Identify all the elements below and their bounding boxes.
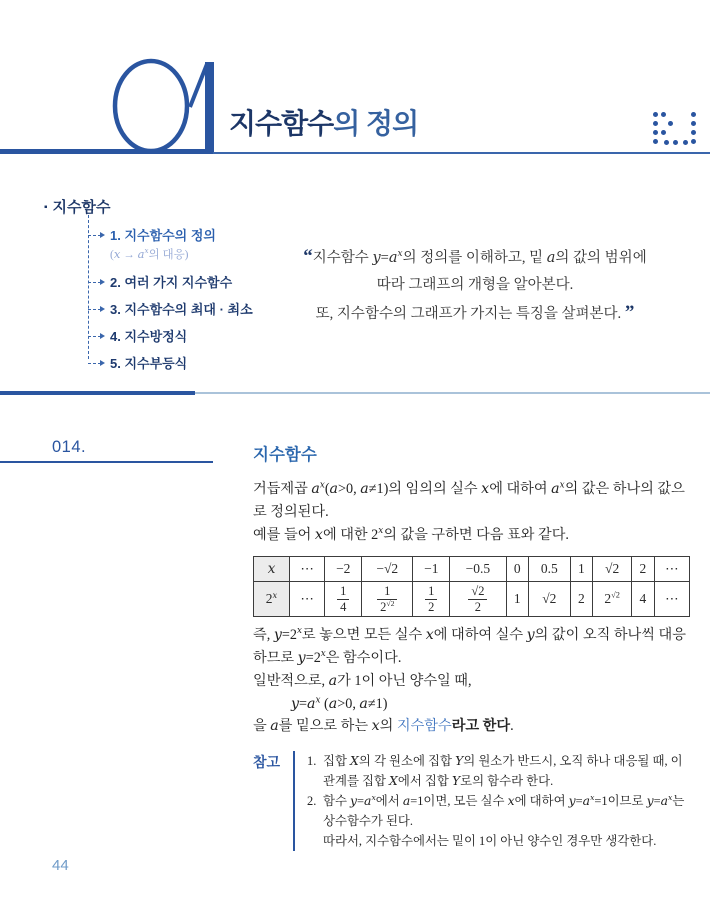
table-cell-y: 2 [570,582,592,617]
toc-item-label: 2. 여러 가지 지수함수 [110,275,233,290]
page-title-strong: 지수함수 [229,108,334,139]
table-header-x: x [254,557,290,582]
toc-item [88,328,278,345]
quote-line: “지수함수 $y=a^x$의 정의를 이해하고, 밑 a의 값의 범위에 [303,246,647,267]
note-item-text: 집합 X의 각 원소에 집합 Y의 원소가 반드시, 오직 하나 대응될 때, 이 관계를 집합 X에서 집합 Y로의 함수라 한다. [323,753,683,788]
section-divider-rule [195,392,710,394]
table-cell-y: 4 [632,582,654,617]
table-cell-x: −2 [325,557,362,582]
table-cell-x: ⋯ [290,557,325,582]
table-cell-x: 1 [570,557,592,582]
table-header-y: 2$^x$ [254,582,290,617]
toc-root [44,196,111,217]
toc-tree [88,227,278,382]
toc-item [88,355,278,372]
note-body [293,751,690,851]
section-number-underline [0,461,213,463]
table-cell-x: −√2 [362,557,413,582]
table-cell-x: 0.5 [528,557,570,582]
note-item-text: 함수 $y=a^x$에서 a=1이면, 모든 실수 x에 대하여 $y=a^x=1$이므로 $y=a^x$는 상수함수가 된다. 따라서, 지수함수에서는 밑이 1이 아닌 양수인 경우만 생각한다. [323,792,685,848]
section-number: 014. [52,438,87,456]
note-item-number: 2. [307,794,317,808]
table-cell-y: √2 [528,582,570,617]
table-cell-y: $\frac{1}{4}$ [325,582,362,617]
toc-item [88,227,278,264]
toc-item [88,301,278,318]
table-cell-x: −1 [413,557,450,582]
table-cell-x: −0.5 [450,557,506,582]
toc-item-subnote: ($x \to a^x$의 대응) [110,246,189,261]
paragraph-function-explanation: 즉, $y=2^x$로 놓으면 모든 실수 x에 대하여 실수 y의 값이 오직 하나씩 대응하므로 $y=2^x$은 함수이다. [253,626,686,666]
page-title [229,102,418,142]
table-cell-y: $2^{√2}$ [593,582,632,617]
table-cell-x: 0 [506,557,528,582]
note-item [307,791,690,851]
table-cell-y: ⋯ [290,582,325,617]
toc-item-label: 5. 지수부등식 [110,356,188,371]
table-row-y [254,582,690,617]
paragraph-general-case: 일반적으로, a가 1이 아닌 양수일 때, [253,673,472,689]
toc-item [88,274,278,291]
toc-item-label: 3. 지수함수의 최대 · 최소 [110,302,253,317]
table-cell-y: $\frac{√2}{2}$ [450,582,506,617]
note-label: 참고 [253,754,281,770]
table-cell-y: $\frac{1}{2^{√2}}$ [362,582,413,617]
toc-item-label: 1. 지수함수의 정의 [110,228,216,243]
table-cell-x: 2 [632,557,654,582]
page-title-rest: 의 정의 [333,108,419,139]
note-item [307,751,690,791]
quote-line: 또, 지수함수의 그래프가 가지는 특징을 살펴본다. ” [315,302,635,323]
header-accent-bar [0,149,213,154]
exponential-function-formula: $y=a^x$ (a>0, a≠1) [291,695,388,712]
toc-root-label: 지수함수 [52,199,111,216]
toc-item-label: 4. 지수방정식 [110,329,188,344]
paragraph-term-definition: 을 a를 밑으로 하는 x의 지수함수라고 한다. [253,718,514,734]
content-heading: 지수함수 [253,446,317,464]
square-bullet-icon: ▪ [44,202,48,213]
paragraph-definition: 거듭제곱 $a^x(a>0$, a≠1)의 임의의 실수 x에 대하여 $a^x$의 값은 하나의 값으로 정의된다. [253,480,685,520]
quote-line: 따라 그래프의 개형을 알아본다. [376,277,574,293]
brand-dots-icon [653,112,658,117]
table-cell-y: $\frac{1}{2}$ [413,582,450,617]
table-row-x [254,557,690,582]
page-number: 44 [52,857,69,874]
table-cell-x: ⋯ [654,557,689,582]
power-value-table [253,556,690,617]
reference-note [253,751,690,851]
note-item-number: 1. [307,754,317,768]
chapter-number-graphic [104,57,224,155]
section-divider-accent [0,391,195,395]
header-rule [213,152,710,154]
table-cell-y: 1 [506,582,528,617]
table-cell-y: ⋯ [654,582,689,617]
main-content [253,441,690,851]
close-quote-mark: ” [624,302,635,323]
paragraph-example-intro: 예를 들어 x에 대한 2$^x$의 값을 구하면 다음 표와 같다. [253,526,569,543]
chapter-objective-quote [268,243,682,328]
table-cell-x: √2 [593,557,632,582]
open-quote-mark: “ [303,246,313,267]
